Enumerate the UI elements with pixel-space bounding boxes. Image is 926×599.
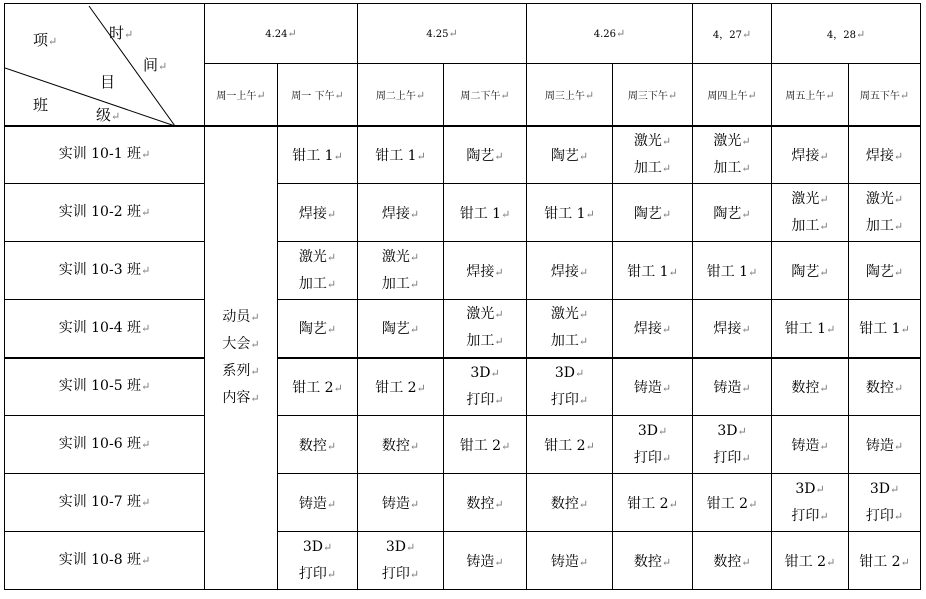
class-name-cell: 实训 10-2 班↵ [5, 184, 205, 242]
course-cell: 激光↵ 加工↵ [693, 126, 772, 184]
date-header: 4.25↵ [358, 4, 527, 64]
course-cell: 铸造↵ [278, 474, 358, 532]
course-cell: 钳工 1↵ [278, 126, 358, 184]
weekday-header: 周一上午↵ [205, 64, 278, 126]
course-cell: 激光↵ 加工↵ [527, 300, 613, 358]
course-cell: 钳工 2↵ [278, 358, 358, 416]
course-cell: 激光↵ 加工↵ [849, 184, 921, 242]
corner-label-mu: 目 [100, 73, 116, 91]
weekday-header: 周二下午↵ [444, 64, 527, 126]
course-cell: 焊接↵ [358, 184, 444, 242]
course-cell: 焊接↵ [693, 300, 772, 358]
course-cell: 焊接↵ [849, 126, 921, 184]
class-name-cell: 实训 10-3 班↵ [5, 242, 205, 300]
course-cell: 3D↵ 打印↵ [358, 532, 444, 590]
course-cell: 钳工 2↵ [444, 416, 527, 474]
weekday-header: 周一 下午↵ [278, 64, 358, 126]
weekday-header: 周二上午↵ [358, 64, 444, 126]
course-cell: 3D↵ 打印↵ [613, 416, 693, 474]
class-name-cell: 实训 10-7 班↵ [5, 474, 205, 532]
weekday-header: 周五上午↵ [772, 64, 849, 126]
course-cell: 焊接↵ [527, 242, 613, 300]
class-row [5, 184, 921, 242]
course-cell: 钳工 1↵ [613, 242, 693, 300]
corner-label-xiang: 项↵ [33, 31, 58, 49]
course-cell: 铸造↵ [444, 532, 527, 590]
class-name-cell: 实训 10-5 班↵ [5, 358, 205, 416]
course-cell: 钳工 2↵ [527, 416, 613, 474]
class-row [5, 532, 921, 590]
date-header: 4，27↵ [693, 4, 772, 64]
course-cell: 3D↵ 打印↵ [527, 358, 613, 416]
mobilization-meeting-cell: 动员↵ 大会↵ 系列↵ 内容↵ [205, 126, 278, 590]
course-cell: 焊接↵ [278, 184, 358, 242]
course-cell: 焊接↵ [772, 126, 849, 184]
course-cell: 陶艺↵ [693, 184, 772, 242]
course-cell: 数控↵ [358, 416, 444, 474]
course-cell: 钳工 2↵ [849, 532, 921, 590]
course-cell: 陶艺↵ [527, 126, 613, 184]
weekday-header: 周四上午↵ [693, 64, 772, 126]
class-row [5, 474, 921, 532]
corner-label-jian: 间↵ [143, 56, 168, 74]
course-cell: 钳工 1↵ [693, 242, 772, 300]
course-cell: 3D↵ 打印↵ [772, 474, 849, 532]
course-cell: 钳工 1↵ [849, 300, 921, 358]
course-cell: 陶艺↵ [278, 300, 358, 358]
course-cell: 数控↵ [693, 532, 772, 590]
course-cell: 铸造↵ [849, 416, 921, 474]
class-name-cell: 实训 10-8 班↵ [5, 532, 205, 590]
course-cell: 陶艺↵ [772, 242, 849, 300]
course-cell: 数控↵ [527, 474, 613, 532]
date-header: 4，28↵ [772, 4, 921, 64]
course-cell: 焊接↵ [444, 242, 527, 300]
weekday-header: 周三下午↵ [613, 64, 693, 126]
course-cell: 3D↵ 打印↵ [849, 474, 921, 532]
corner-label-shi: 时↵ [109, 24, 134, 42]
course-cell: 钳工 2↵ [613, 474, 693, 532]
corner-label-ban: 班 [33, 96, 49, 114]
course-cell: 陶艺↵ [358, 300, 444, 358]
course-cell: 铸造↵ [527, 532, 613, 590]
course-cell: 激光↵ 加工↵ [444, 300, 527, 358]
course-cell: 3D↵ 打印↵ [278, 532, 358, 590]
course-cell: 数控↵ [444, 474, 527, 532]
class-row [5, 126, 921, 184]
course-cell: 激光↵ 加工↵ [772, 184, 849, 242]
class-name-cell: 实训 10-1 班↵ [5, 126, 205, 184]
class-row [5, 242, 921, 300]
course-cell: 陶艺↵ [613, 184, 693, 242]
course-cell: 铸造↵ [693, 358, 772, 416]
schedule-table [4, 3, 921, 590]
course-cell: 钳工 1↵ [527, 184, 613, 242]
weekday-header: 周三上午↵ [527, 64, 613, 126]
course-cell: 激光↵ 加工↵ [358, 242, 444, 300]
class-name-cell: 实训 10-6 班↵ [5, 416, 205, 474]
course-cell: 数控↵ [849, 358, 921, 416]
course-cell: 铸造↵ [613, 358, 693, 416]
course-cell: 激光↵ 加工↵ [613, 126, 693, 184]
corner-label-ji: 级↵ [96, 106, 121, 124]
course-cell: 钳工 1↵ [444, 184, 527, 242]
course-cell: 数控↵ [772, 358, 849, 416]
course-cell: 铸造↵ [772, 416, 849, 474]
course-cell: 钳工 1↵ [358, 126, 444, 184]
course-cell: 3D↵ 打印↵ [693, 416, 772, 474]
course-cell: 焊接↵ [613, 300, 693, 358]
date-header: 4.26↵ [527, 4, 693, 64]
weekday-header: 周五下午↵ [849, 64, 921, 126]
course-cell: 数控↵ [278, 416, 358, 474]
course-cell: 钳工 1↵ [772, 300, 849, 358]
course-cell: 陶艺↵ [849, 242, 921, 300]
class-row [5, 300, 921, 358]
course-cell: 钳工 2↵ [693, 474, 772, 532]
class-row [5, 416, 921, 474]
class-row [5, 358, 921, 416]
course-cell: 3D↵ 打印↵ [444, 358, 527, 416]
class-name-cell: 实训 10-4 班↵ [5, 300, 205, 358]
course-cell: 钳工 2↵ [772, 532, 849, 590]
course-cell: 激光↵ 加工↵ [278, 242, 358, 300]
corner-header-cell [5, 4, 205, 126]
course-cell: 钳工 2↵ [358, 358, 444, 416]
date-header: 4.24↵ [205, 4, 358, 64]
course-cell: 数控↵ [613, 532, 693, 590]
course-cell: 铸造↵ [358, 474, 444, 532]
course-cell: 陶艺↵ [444, 126, 527, 184]
